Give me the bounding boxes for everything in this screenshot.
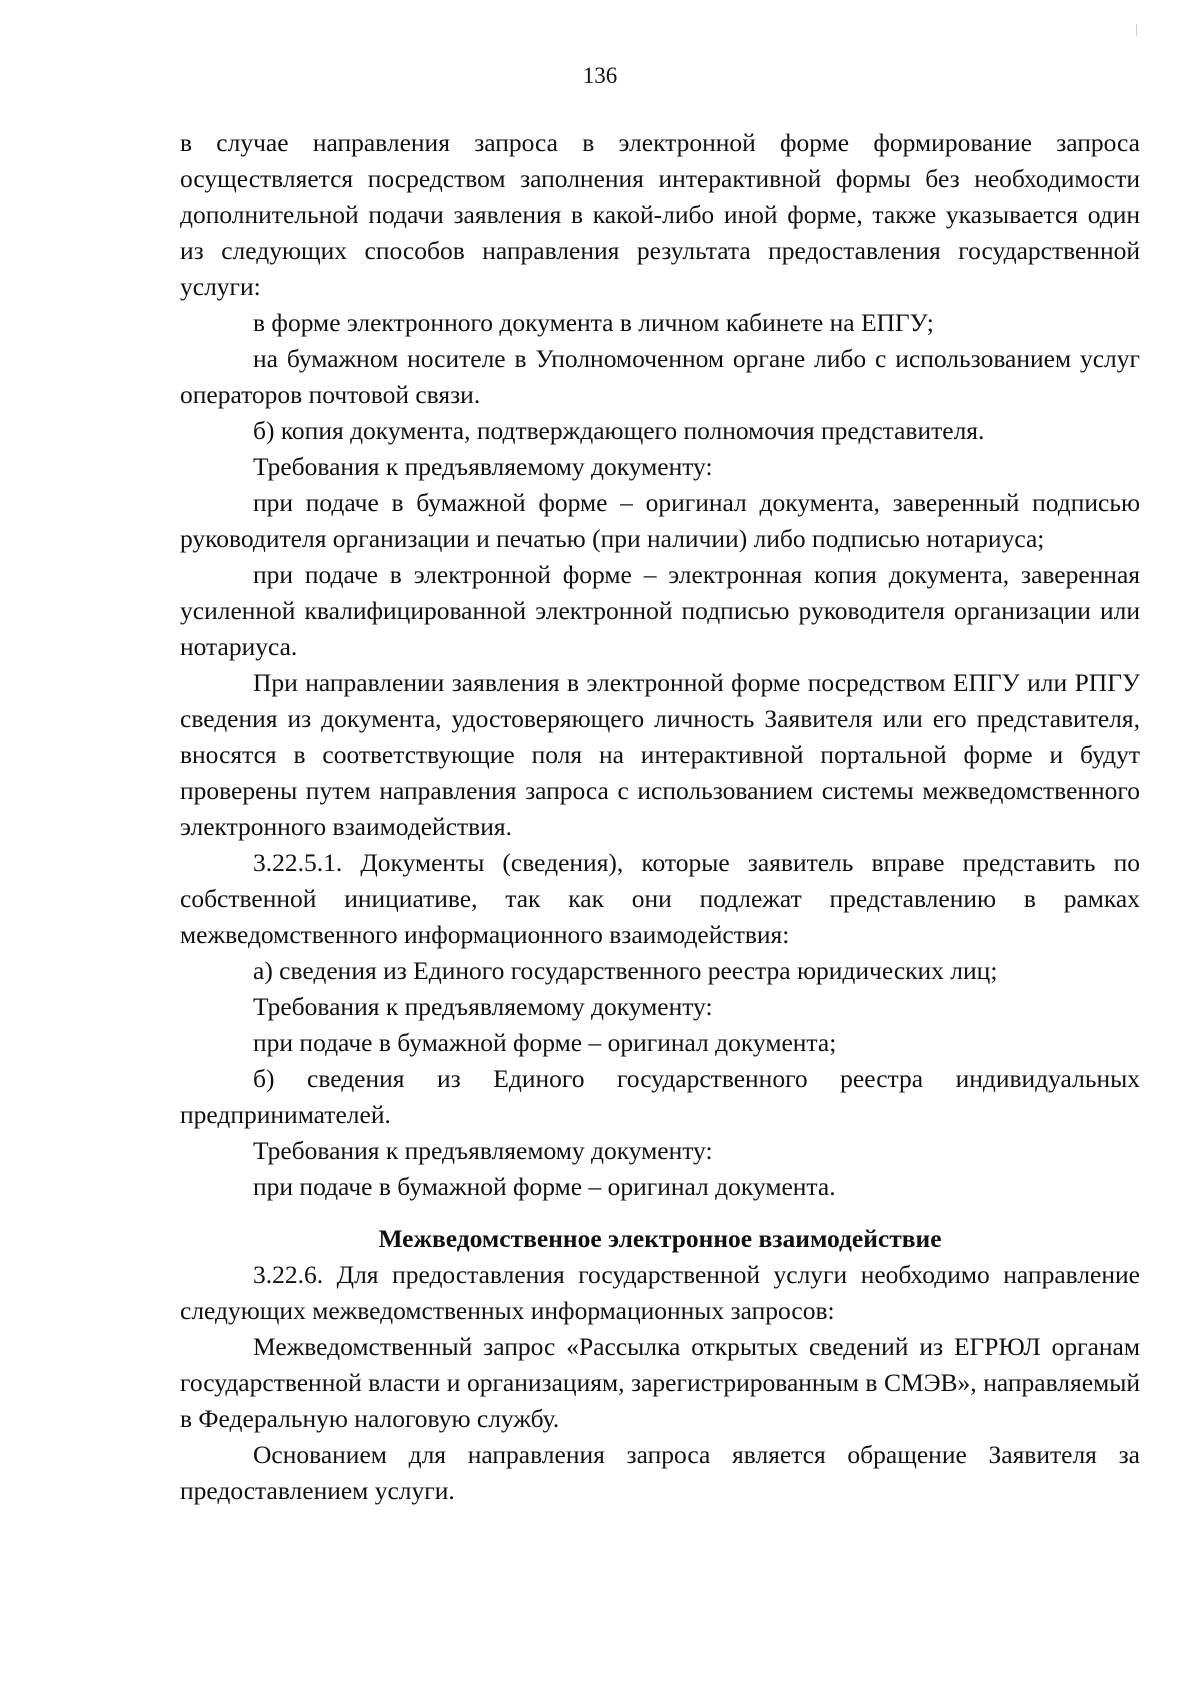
paragraph: Требования к предъявляемому документу:	[253, 992, 713, 1021]
paragraph: Основанием для направления запроса является обращение Заявителя за предоставлением услуги.	[180, 1440, 1140, 1505]
paragraph: а) сведения из Единого государственного реестра юридических лиц;	[253, 956, 998, 985]
paragraph: при подаче в бумажной форме – оригинал документа, заверенный подписью руководителя организации и печатью (при наличии) либо подписью нотариуса;	[180, 488, 1140, 553]
paragraph: в форме электронного документа в личном кабинете на ЕПГУ;	[253, 308, 934, 337]
paragraph: при подаче в электронной форме – электронная копия документа, заверенная усиленной квалифицированной электронной подписью руководителя организации или нотариуса.	[180, 560, 1140, 661]
paragraph: При направлении заявления в электронной форме посредством ЕПГУ или РПГУ сведения из документа, удостоверяющего личность Заявителя или его представителя, вносятся в соответствующие поля на интерактивной портальной форме и будут проверены путем направления запроса с использованием системы межведомственного электронного взаимодействия.	[180, 668, 1140, 841]
paragraph: б) копия документа, подтверждающего полномочия представителя.	[253, 416, 985, 445]
page-number: 136	[582, 63, 618, 88]
paragraph: при подаче в бумажной форме – оригинал документа;	[253, 1028, 837, 1057]
paragraph: 3.22.6. Для предоставления государственной услуги необходимо направление следующих межведомственных информационных запросов:	[180, 1260, 1140, 1325]
paragraph: в случае направления запроса в электронной форме формирование запроса осуществляется посредством заполнения интерактивной формы без необходимости дополнительной подачи заявления в какой-либо иной форме, также указывается один из следующих способов направления результата предоставления государственной услуги:	[180, 128, 1140, 301]
paragraph: Требования к предъявляемому документу:	[253, 1136, 713, 1165]
scan-artifact	[1136, 24, 1137, 36]
paragraph: Требования к предъявляемому документу:	[253, 452, 713, 481]
section-heading: Межведомственное электронное взаимодействие	[378, 1224, 942, 1253]
paragraph: при подаче в бумажной форме – оригинал документа.	[253, 1172, 836, 1201]
paragraph: на бумажном носителе в Уполномоченном органе либо с использованием услуг операторов почтовой связи.	[180, 344, 1140, 409]
paragraph: 3.22.5.1. Документы (сведения), которые заявитель вправе представить по собственной инициативе, так как они подлежат представлению в рамках межведомственного информационного взаимодействия:	[180, 848, 1140, 949]
document-body	[180, 125, 1140, 1509]
paragraph: б) сведения из Единого государственного реестра индивидуальных предпринимателей.	[180, 1064, 1140, 1129]
paragraph: Межведомственный запрос «Рассылка открытых сведений из ЕГРЮЛ органам государственной власти и организациям, зарегистрированным в СМЭВ», направляемый в Федеральную налоговую службу.	[180, 1332, 1140, 1433]
